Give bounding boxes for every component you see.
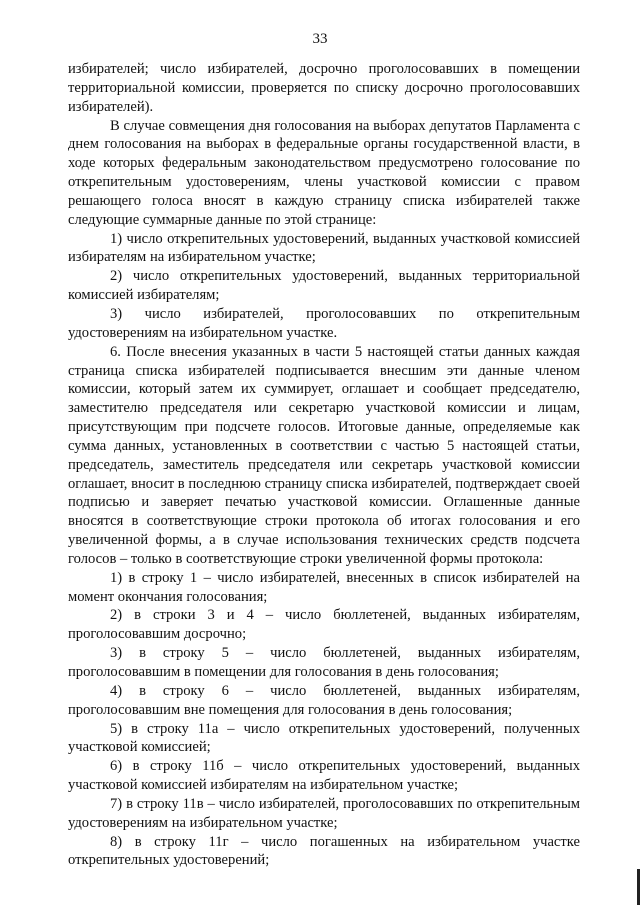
protocol-item-2: 2) в строки 3 и 4 – число бюллетеней, выданных избирателям, проголосовавшим досрочно; (68, 607, 580, 643)
protocol-item-8: 8) в строку 11г – число погашенных на избирательном участке открепительных удостоверений; (68, 833, 580, 869)
list-item-3: 3) число избирателей, проголосовавших по открепительным удостоверениям на избирательном участке. (68, 305, 580, 341)
paragraph-continuation: избирателей; число избирателей, досрочно проголосовавших в помещении территориальной комиссии, проверяется по списку досрочно проголосовавших избирателей). (68, 61, 580, 115)
paragraph-combined-elections: В случае совмещения дня голосования на выборах депутатов Парламента с днем голосования на выборах в федеральные органы государственной власти, в ходе которых федеральным законодательством предусмотрено голосование по открепительным удостоверениям, члены участковой комиссии с правом решающего голоса вносят в каждую страницу списка избирателей также следующие суммарные данные по этой странице: (68, 117, 580, 228)
protocol-item-4: 4) в строку 6 – число бюллетеней, выданных избирателям, проголосовавшим вне помещения для голосования в день голосования; (68, 682, 580, 718)
protocol-item-1: 1) в строку 1 – число избирателей, внесенных в список избирателей на момент окончания голосования; (68, 569, 580, 605)
list-item-2: 2) число открепительных удостоверений, выданных территориальной комиссией избирателям; (68, 268, 580, 304)
protocol-item-6: 6) в строку 11б – число открепительных удостоверений, выданных участковой комиссией избирателям на избирательном участке; (68, 758, 580, 794)
body-text (68, 60, 580, 870)
list-item-1: 1) число открепительных удостоверений, выданных участковой комиссией избирателям на избирательном участке; (68, 230, 580, 266)
paragraph-section-6: 6. После внесения указанных в части 5 настоящей статьи данных каждая страница списка избирателей подписывается внесшим эти данные членом комиссии, который затем их суммирует, оглашает и сообщает председателю, заместителю председателя или секретарю участковой комиссии и лицам, присутствующим при подсчете голосов. Итоговые данные, определяемые как сумма данных, установленных в соответствии с частью 5 настоящей статьи, председатель, заместитель председателя или секретарь участковой комиссии оглашает, вносит в последнюю страницу списка избирателей, подтверждает своей подписью и заверяет печатью участковой комиссии. Оглашенные данные вносятся в соответствующие строки протокола об итогах голосования и его увеличенной формы, а в случае использования технических средств подсчета голосов – только в соответствующие строки увеличенной формы протокола: (68, 343, 580, 567)
protocol-item-5: 5) в строку 11а – число открепительных удостоверений, полученных участковой комиссией; (68, 720, 580, 756)
page-number: 33 (312, 31, 328, 47)
protocol-item-7: 7) в строку 11в – число избирателей, проголосовавших по открепительным удостоверениям на избирательном участке; (68, 795, 580, 831)
protocol-item-3: 3) в строку 5 – число бюллетеней, выданных избирателям, проголосовавшим в помещении для голосования в день голосования; (68, 645, 580, 680)
